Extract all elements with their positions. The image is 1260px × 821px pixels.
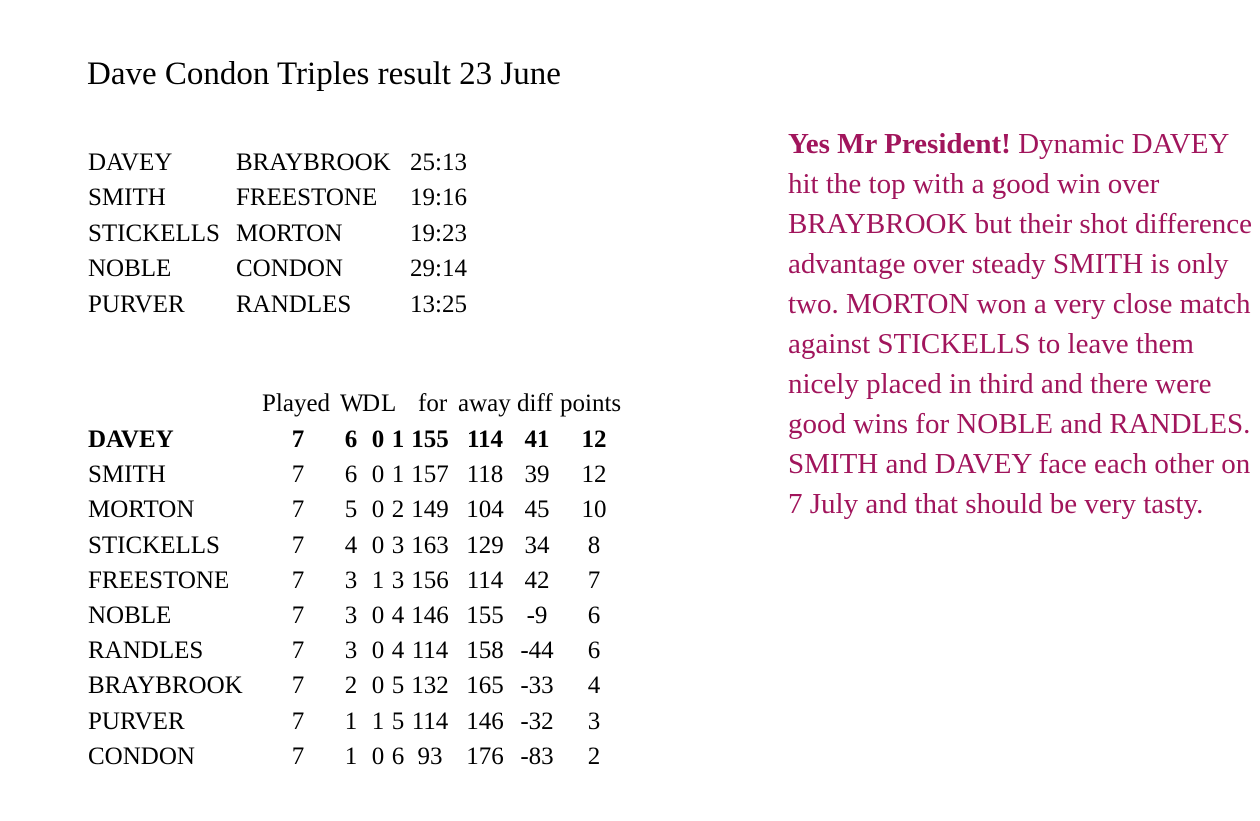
played-cell: 7 — [291, 566, 305, 594]
won-cell: 3 — [344, 601, 358, 629]
result-team2: MORTON — [236, 219, 343, 247]
diff-cell: 34 — [524, 531, 550, 559]
team-name: BRAYBROOK — [88, 672, 243, 700]
away-cell: 155 — [466, 601, 504, 629]
lost-cell: 3 — [391, 531, 405, 559]
for-cell: 155 — [411, 426, 449, 453]
points-cell: 6 — [587, 601, 601, 629]
header-l: L — [381, 390, 397, 417]
result-team1: PURVER — [88, 290, 185, 318]
commentary-lead: Yes Mr President! — [788, 128, 1011, 160]
drawn-cell: 0 — [371, 496, 385, 524]
played-cell: 7 — [291, 601, 305, 629]
team-name: MORTON — [88, 496, 195, 524]
result-team2: CONDON — [236, 255, 343, 283]
result-score: 29:14 — [410, 255, 467, 283]
result-team1: DAVEY — [88, 149, 173, 176]
table-row — [88, 528, 648, 563]
away-cell: 118 — [466, 461, 504, 489]
diff-cell: 45 — [524, 496, 550, 524]
table-row — [88, 633, 648, 668]
played-cell: 7 — [291, 496, 305, 524]
lost-cell: 5 — [391, 707, 405, 735]
played-cell: 7 — [291, 426, 305, 453]
diff-cell: 41 — [524, 426, 550, 453]
lost-cell: 4 — [391, 601, 405, 629]
table-row — [88, 422, 648, 457]
played-cell: 7 — [291, 742, 305, 770]
won-cell: 3 — [344, 566, 358, 594]
drawn-cell: 0 — [371, 742, 385, 770]
points-cell: 3 — [587, 707, 601, 735]
played-cell: 7 — [291, 531, 305, 559]
header-for: for — [418, 390, 448, 417]
diff-cell: -44 — [520, 637, 554, 665]
lost-cell: 1 — [391, 426, 405, 453]
lost-cell: 2 — [391, 496, 405, 524]
table-header — [88, 386, 648, 422]
lost-cell: 4 — [391, 637, 405, 665]
team-name: SMITH — [88, 461, 166, 489]
played-cell: 7 — [291, 637, 305, 665]
table-row — [88, 598, 648, 633]
points-cell: 12 — [581, 461, 607, 489]
drawn-cell: 1 — [371, 566, 385, 594]
team-name: NOBLE — [88, 601, 172, 629]
points-cell: 6 — [587, 637, 601, 665]
team-name: FREESTONE — [88, 566, 230, 594]
lost-cell: 5 — [391, 672, 405, 700]
diff-cell: 39 — [524, 461, 550, 489]
for-cell: 132 — [411, 672, 449, 700]
lost-cell: 3 — [391, 566, 405, 594]
for-cell: 114 — [411, 637, 449, 665]
won-cell: 6 — [344, 426, 358, 453]
diff-cell: -33 — [520, 672, 554, 700]
away-cell: 165 — [466, 672, 504, 700]
for-cell: 157 — [411, 461, 449, 489]
table-row — [88, 668, 648, 703]
points-cell: 2 — [587, 742, 601, 770]
result-team1: STICKELLS — [88, 219, 220, 247]
drawn-cell: 0 — [371, 426, 385, 453]
commentary-body: Dynamic DAVEY hit the top with a good win over BRAYBROOK but their shot difference advantage over steady SMITH is only two. MORTON won a very close match against STICKELLS to leave them nicely placed in third and there were good wins for NOBLE and RANDLES. SMITH and DAVEY face each other on 7 July and that should be very tasty. — [788, 128, 1252, 520]
team-name: RANDLES — [88, 637, 204, 665]
league-table — [88, 386, 648, 774]
won-cell: 4 — [344, 531, 358, 559]
points-cell: 10 — [581, 496, 607, 524]
won-cell: 2 — [344, 672, 358, 700]
away-cell: 114 — [466, 426, 504, 453]
diff-cell: 42 — [524, 566, 550, 594]
result-team2: RANDLES — [236, 290, 352, 318]
header-d: D — [362, 390, 381, 417]
header-w: W — [340, 390, 364, 417]
away-cell: 176 — [466, 742, 504, 770]
points-cell: 7 — [587, 566, 601, 594]
table-row — [88, 457, 648, 492]
drawn-cell: 0 — [371, 601, 385, 629]
played-cell: 7 — [291, 461, 305, 489]
diff-cell: -83 — [520, 742, 554, 770]
won-cell: 5 — [344, 496, 358, 524]
for-cell: 114 — [411, 707, 449, 735]
result-score: 25:13 — [410, 149, 467, 176]
away-cell: 146 — [466, 707, 504, 735]
drawn-cell: 0 — [371, 637, 385, 665]
header-points: points — [560, 390, 622, 417]
table-row — [88, 739, 648, 774]
for-cell: 146 — [411, 601, 449, 629]
won-cell: 6 — [344, 461, 358, 489]
played-cell: 7 — [291, 672, 305, 700]
points-cell: 4 — [587, 672, 601, 700]
drawn-cell: 0 — [371, 531, 385, 559]
header-played: Played — [262, 390, 331, 417]
away-cell: 104 — [466, 496, 504, 524]
won-cell: 1 — [344, 707, 358, 735]
table-row — [88, 492, 648, 527]
commentary — [788, 124, 1254, 524]
for-cell: 156 — [411, 566, 449, 594]
for-cell: 149 — [411, 496, 449, 524]
header-diff: diff — [517, 390, 553, 417]
won-cell: 3 — [344, 637, 358, 665]
drawn-cell: 1 — [371, 707, 385, 735]
diff-cell: -32 — [520, 707, 554, 735]
diff-cell: -9 — [526, 601, 548, 629]
played-cell: 7 — [291, 707, 305, 735]
header-away: away — [458, 390, 511, 417]
page-title: Dave Condon Triples result 23 June — [87, 56, 561, 92]
result-score: 13:25 — [410, 290, 467, 318]
away-cell: 129 — [466, 531, 504, 559]
points-cell: 8 — [587, 531, 601, 559]
for-cell: 163 — [411, 531, 449, 559]
lost-cell: 6 — [391, 742, 405, 770]
team-name: CONDON — [88, 742, 195, 770]
result-team2: FREESTONE — [236, 184, 378, 212]
result-score: 19:16 — [410, 184, 467, 212]
lost-cell: 1 — [391, 461, 405, 489]
for-cell: 93 — [417, 742, 443, 770]
table-body — [88, 422, 648, 774]
table-row — [88, 563, 648, 598]
won-cell: 1 — [344, 742, 358, 770]
drawn-cell: 0 — [371, 461, 385, 489]
away-cell: 114 — [466, 566, 504, 594]
drawn-cell: 0 — [371, 672, 385, 700]
points-cell: 12 — [581, 426, 607, 453]
result-team1: NOBLE — [88, 255, 172, 283]
result-score: 19:23 — [410, 219, 467, 247]
team-name: STICKELLS — [88, 531, 220, 559]
team-name: PURVER — [88, 707, 185, 735]
result-team1: SMITH — [88, 184, 166, 212]
away-cell: 158 — [466, 637, 504, 665]
table-row — [88, 704, 648, 739]
result-team2: BRAYBROOK — [236, 149, 391, 176]
team-name: DAVEY — [88, 426, 174, 453]
